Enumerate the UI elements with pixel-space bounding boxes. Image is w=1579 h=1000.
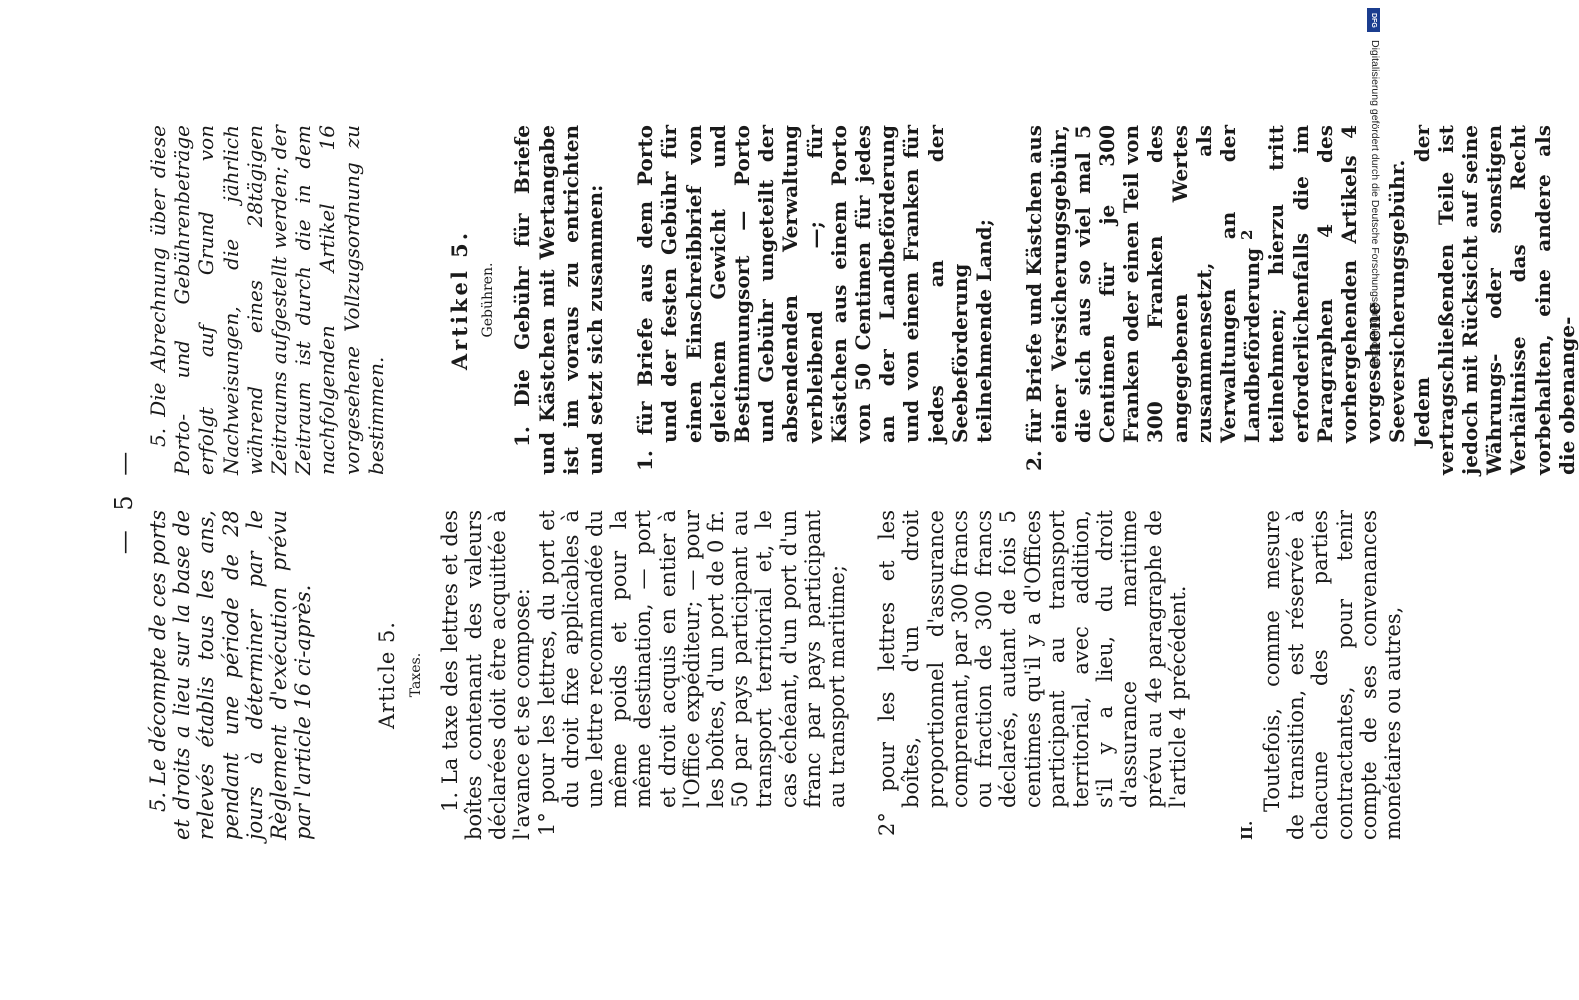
fr-article-subtitle: Taxes. xyxy=(407,652,424,698)
fr-paragraph-1: 1. La taxe des lettres et des boîtes contenant des valeurs déclarées doit être acquittée à l'avance et se compose: xyxy=(437,510,535,840)
de-item-2: 2. für Briefe und Kästchen aus einer Versicherungsgebühr, die sich aus so viel mal 5 Centimen für je 300 Franken oder einen Teil von 300 Franken des angegebenen Wertes zusammensetzt, als Verwaltungen an der Landbeförderung teilnehmen; hierzu tritt erforderlichenfalls die im Paragraphen 4 des vorhergehenden Artikels 4 vorgesehene Seeversicherungsgebühr. xyxy=(1022,125,1410,471)
de-paragraph-5: 5. Die Abrechnung über diese Porto- und Gebührenbeträge erfolgt auf Grund von Nachweisungen, die jährlich während eines 28tägigen Zeitraums aufgestellt werden; der Zeitraum ist durch die in dem nachfolgenden Artikel 16 vorgesehene Vollzugsordnung zu bestimmen. xyxy=(146,125,388,475)
fr-paragraph-2: Toutefois, comme mesure de transition, est réservée à chacune des parties contractantes, pour tenir compte de ses convenances monétaires ou autres, xyxy=(1259,510,1405,840)
fr-item-2: 2° pour les lettres et les boîtes, d'un droit proportionnel d'assurance comprenant, par 300 francs ou fraction de 300 francs déclarés, autant de fois 5 centimes qu'il y a d'Offices participant au transport territorial, avec addition, s'il y a lieu, du droit d'assurance maritime prévu au 4e paragraphe de l'article 4 précédent. xyxy=(875,510,1190,836)
de-item-1: 1. für Briefe aus dem Porto und der festen Gebühr für einen Einschreibbrief von gleichem Gewicht und Bestimmungsort — Porto und Gebühr ungeteilt der absendenden Verwaltung verbleibend —; für Kästchen aus einem Porto von 50 Centimen für jedes an der Landbeförderung und von einem Franken für jedes an der Seebeförderung teilnehmende Land; xyxy=(633,125,997,471)
funding-credit: Digitalisierung gefördert durch die Deutsche Forschungsgemeinschaft xyxy=(1369,40,1381,365)
fr-item-1: 1° pour les lettres, du port et du droit fixe applicables à une lettre recommandée du même poids et pour la même destination, — port et droit acquis en entier à l'Office expéditeur; — pour les boîtes, d'un port de 0 fr. 50 par pays participant au transport territorial et, le cas échéant, d'un port d'un franc par pays participant au transport maritime; xyxy=(534,510,850,836)
de-signature-mark: 2 xyxy=(1238,229,1256,240)
digitization-sidebar xyxy=(1363,6,1383,996)
french-column xyxy=(146,510,1405,840)
de-paragraph-2: Jedem der vertragschließenden Teile ist jedoch mit Rücksicht auf seine Währungs- oder sonstigen Verhältnisse das Recht vorbehalten, eine andere als die obenange- xyxy=(1409,125,1579,475)
de-paragraph-1: 1. Die Gebühr für Briefe und Kästchen mit Wertangabe ist im voraus zu entrichten und setzt sich zusammen: xyxy=(510,125,608,475)
de-article-title: Artikel 5. xyxy=(447,229,473,371)
dfg-logo-icon: DFG xyxy=(1367,8,1380,32)
fr-article-title: Article 5. xyxy=(375,621,400,729)
de-article-subtitle: Gebühren. xyxy=(480,262,497,338)
fr-signature-mark: II. xyxy=(1238,820,1256,840)
fr-paragraph-5: 5. Le décompte de ces ports et droits a lieu sur la base de relevés établis tous les ans, pendant une période de 28 jours à déterminer par le Règlement d'exécution prévu par l'article 16 ci-après. xyxy=(146,510,316,840)
page-number: — 5 — xyxy=(110,445,138,555)
